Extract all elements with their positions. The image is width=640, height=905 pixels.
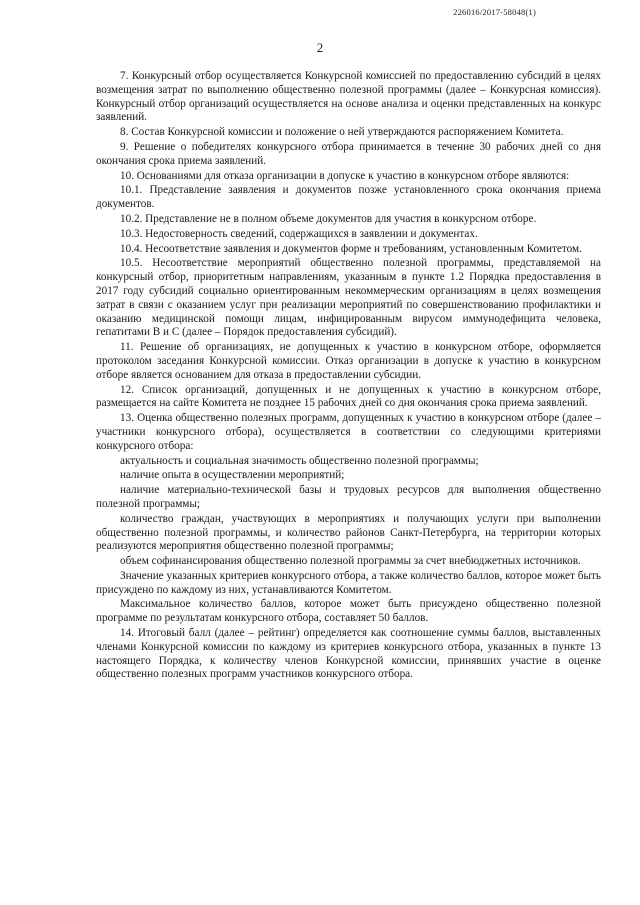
- document-number: 226016/2017-58048(1): [453, 7, 536, 17]
- paragraph-10-4: 10.4. Несоответствие заявления и документов форме и требованиям, установленным Комитетом.: [120, 242, 582, 255]
- paragraph-14: 14. Итоговый балл (далее – рейтинг) определяется как соотношение суммы баллов, выставленных членами Конкурсной комиссии по каждому из критериев конкурсного отбора, указанных в пункте 13 настоящего Порядка, к количеству членов Конкурсной комиссии, принявших участие в оценке общественно полезных программ участников конкурсного отбора.: [96, 627, 601, 681]
- criterion-resources: наличие материально-технической базы и трудовых ресурсов для выполнения общественно полезной программы;: [96, 484, 601, 510]
- document-body: [96, 70, 601, 682]
- criterion-relevance: актуальность и социальная значимость общественно полезной программы;: [120, 454, 479, 467]
- criteria-values-note: Значение указанных критериев конкурсного отбора, а также количество баллов, которое может быть присуждено по каждому из них, устанавливаются Комитетом.: [96, 569, 601, 596]
- paragraph-10-3: 10.3. Недостоверность сведений, содержащихся в заявлении и документах.: [120, 227, 478, 240]
- paragraph-11: 11. Решение об организациях, не допущенных к участию в конкурсном отборе, оформляется протоколом заседания Конкурсной комиссии. Отказ организации в допуске к участию в конкурсном отборе является основанием для отказа в предоставлении субсидии.: [96, 341, 601, 381]
- paragraph-10-1: 10.1. Представление заявления и документов позже установленного срока окончания приема документов.: [96, 184, 601, 211]
- page-number: 2: [316, 40, 324, 55]
- paragraph-10-2: 10.2. Представление не в полном объеме документов для участия в конкурсном отборе.: [120, 212, 537, 225]
- paragraph-7: 7. Конкурсный отбор осуществляется Конкурсной комиссией по предоставлению субсидий в целях возмещения затрат по выполнению общественно полезной программы (далее – Конкурсная комиссия). Конкурсный отбор организаций осуществляется на основе анализа и оценки представленных на конкурс заявлений.: [96, 70, 601, 124]
- criterion-cofinancing: объем софинансирования общественно полезной программы за счет внебюджетных источников.: [120, 555, 581, 568]
- paragraph-10: 10. Основаниями для отказа организации в допуске к участию в конкурсном отборе являются:: [120, 169, 570, 182]
- paragraph-12: 12. Список организаций, допущенных и не допущенных к участию в конкурсном отборе, размещается на сайте Комитета не позднее 15 рабочих дней со дня окончания срока приема заявлений.: [96, 383, 601, 410]
- paragraph-13: 13. Оценка общественно полезных программ, допущенных к участию в конкурсном отборе (далее – участники конкурсного отбора), осуществляется в соответствии со следующими критериями конкурсного отбора:: [96, 412, 601, 452]
- max-score-note: Максимальное количество баллов, которое может быть присуждено общественно полезной программе по результатам конкурсного отбора, составляет 50 баллов.: [96, 598, 601, 625]
- paragraph-8: 8. Состав Конкурсной комиссии и положение о ней утверждаются распоряжением Комитета.: [120, 126, 564, 139]
- criterion-experience: наличие опыта в осуществлении мероприятий;: [120, 469, 345, 482]
- paragraph-9: 9. Решение о победителях конкурсного отбора принимается в течение 30 рабочих дней со дня окончания срока приема заявлений.: [96, 140, 601, 167]
- criterion-participants: количество граждан, участвующих в мероприятиях и получающих услуги при выполнении общественно полезной программы, и количество районов Санкт-Петербурга, на территории которых реализуются мероприятия общественно полезной программы;: [96, 512, 601, 553]
- paragraph-10-5: 10.5. Несоответствие мероприятий общественно полезной программы, представляемой на конкурсный отбор, приоритетным направлениям, указанным в пункте 1.2 Порядка предоставления в 2017 году субсидий социально ориентированным некоммерческим организациям в целях возмещения затрат в связи с оказанием услуг при реализации мероприятий по совершенствованию профилактики и оказанию медицинской помощи лицам, инфицированным вирусом иммунодефицита человека, гепатитами В и С (далее – Порядок предоставления субсидий).: [96, 257, 601, 339]
